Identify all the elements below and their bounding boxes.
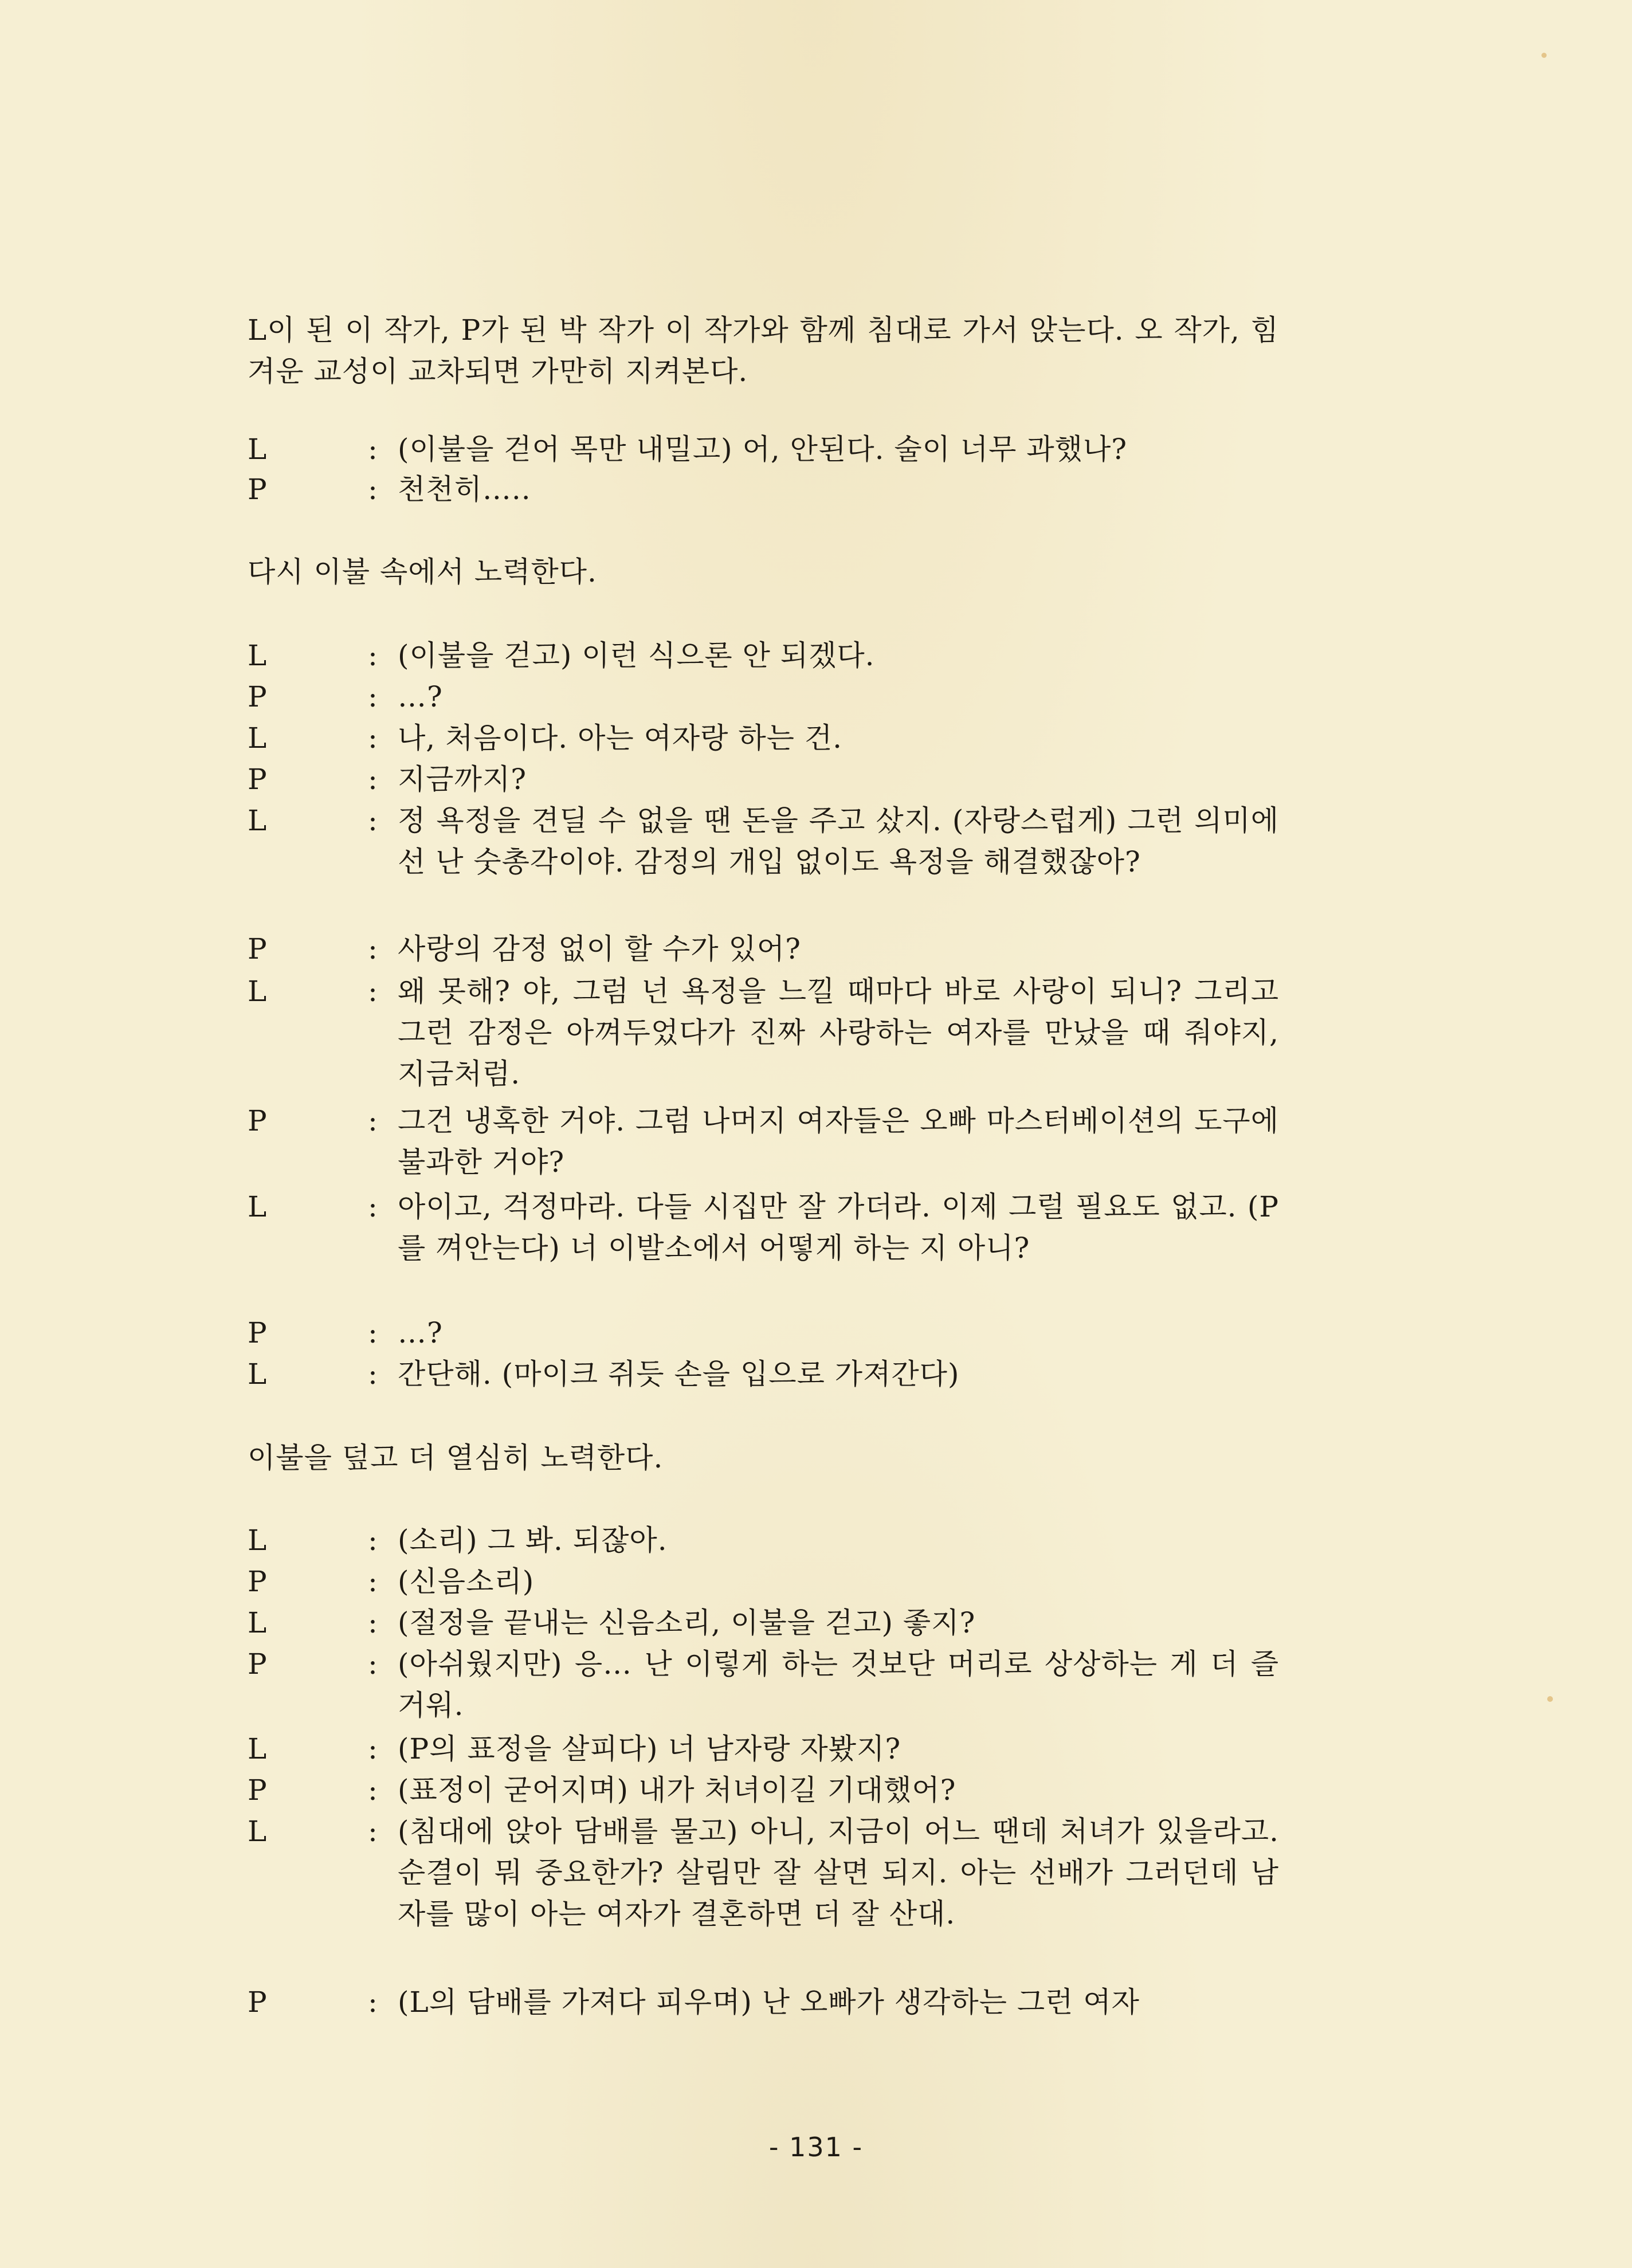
colon: : bbox=[368, 932, 378, 966]
speaker-label: L bbox=[248, 804, 268, 837]
speaker-label: P bbox=[248, 932, 268, 966]
speaker-label: L bbox=[248, 1815, 268, 1848]
colon: : bbox=[368, 1647, 378, 1681]
dialogue-text: (이불을 걷어 목만 내밀고) 어, 안된다. 술이 너무 과했나? bbox=[398, 433, 1128, 466]
dialogue-text: 천천히….. bbox=[398, 473, 531, 506]
dialogue-text: (표정이 굳어지며) 내가 처녀이길 기대했어? bbox=[398, 1773, 956, 1807]
dialogue-text: (P의 표정을 살피다) 너 남자랑 자봤지? bbox=[398, 1732, 901, 1765]
paper-speck bbox=[1547, 1696, 1553, 1702]
colon: : bbox=[368, 1524, 378, 1557]
colon: : bbox=[368, 721, 378, 755]
colon: : bbox=[368, 1104, 378, 1137]
dialogue-text: (신음소리) bbox=[398, 1565, 535, 1598]
colon: : bbox=[368, 1357, 378, 1391]
colon: : bbox=[368, 1815, 378, 1848]
dialogue-text: (절정을 끝내는 신음소리, 이불을 걷고) 좋지? bbox=[398, 1606, 976, 1639]
dialogue-text: …? bbox=[398, 680, 443, 713]
dialogue-text: 정 욕정을 견딜 수 없을 땐 돈을 주고 샀지. (자랑스럽게) 그런 의미에선 난 숫총각이야. 감정의 개입 없이도 욕정을 해결했잖아? bbox=[398, 804, 1279, 878]
speaker-label: P bbox=[248, 1316, 268, 1349]
colon: : bbox=[368, 1986, 378, 2019]
dialogue-text: 왜 못해? 야, 그럼 넌 욕정을 느낄 때마다 바로 사랑이 되니? 그리고 그런 감정은 아껴두었다가 진짜 사랑하는 여자를 만났을 때 줘야지, 지금처럼. bbox=[398, 975, 1279, 1090]
dialogue-text: 사랑의 감정 없이 할 수가 있어? bbox=[398, 932, 801, 966]
dialogue-text: (이불을 걷고) 이런 식으론 안 되겠다. bbox=[398, 639, 875, 672]
colon: : bbox=[368, 1773, 378, 1807]
speaker-label: L bbox=[248, 639, 268, 672]
stage-direction: L이 된 이 작가, P가 된 박 작가 이 작가와 함께 침대로 가서 앉는다. 오 작가, 힘겨운 교성이 교차되면 가만히 지켜본다. bbox=[248, 313, 1279, 388]
speaker-label: P bbox=[248, 1773, 268, 1807]
dialogue-text: 그건 냉혹한 거야. 그럼 나머지 여자들은 오빠 마스터베이션의 도구에 불과한 거야? bbox=[398, 1104, 1279, 1179]
colon: : bbox=[368, 804, 378, 837]
speaker-label: L bbox=[248, 721, 268, 755]
speaker-label: P bbox=[248, 473, 268, 506]
colon: : bbox=[368, 473, 378, 506]
speaker-label: P bbox=[248, 763, 268, 796]
dialogue-text: 나, 처음이다. 아는 여자랑 하는 건. bbox=[398, 721, 843, 755]
dialogue-text: (L의 담배를 가져다 피우며) 난 오빠가 생각하는 그런 여자 bbox=[398, 1986, 1140, 2019]
paper-speck bbox=[1541, 53, 1547, 58]
colon: : bbox=[368, 1190, 378, 1223]
colon: : bbox=[368, 1565, 378, 1598]
dialogue-text: 간단해. (마이크 쥐듯 손을 입으로 가져간다) bbox=[398, 1357, 960, 1391]
speaker-label: L bbox=[248, 1190, 268, 1223]
speaker-label: P bbox=[248, 1647, 268, 1681]
colon: : bbox=[368, 433, 378, 466]
speaker-label: P bbox=[248, 1104, 268, 1137]
dialogue-text: 아이고, 걱정마라. 다들 시집만 잘 가더라. 이제 그럴 필요도 없고. (P를 껴안는다) 너 이발소에서 어떻게 하는 지 아니? bbox=[398, 1190, 1279, 1265]
speaker-label: L bbox=[248, 1357, 268, 1391]
colon: : bbox=[368, 1316, 378, 1349]
stage-direction: 이불을 덮고 더 열심히 노력한다. bbox=[248, 1441, 664, 1474]
colon: : bbox=[368, 680, 378, 713]
dialogue-text: (아쉬웠지만) 응… 난 이렇게 하는 것보단 머리로 상상하는 게 더 즐거워. bbox=[398, 1647, 1279, 1722]
colon: : bbox=[368, 1732, 378, 1765]
speaker-label: P bbox=[248, 1986, 268, 2019]
colon: : bbox=[368, 975, 378, 1008]
dialogue-text: (침대에 앉아 담배를 물고) 아니, 지금이 어느 땐데 처녀가 있을라고. 순결이 뭐 중요한가? 살림만 잘 살면 되지. 아는 선배가 그러던데 남자를 많이 아는 여자가 결혼하면 더 잘 산대. bbox=[398, 1815, 1279, 1930]
colon: : bbox=[368, 1606, 378, 1639]
speaker-label: L bbox=[248, 1524, 268, 1557]
speaker-label: L bbox=[248, 1732, 268, 1765]
speaker-label: L bbox=[248, 1606, 268, 1639]
stage-direction: 다시 이불 속에서 노력한다. bbox=[248, 555, 597, 588]
dialogue-text: 지금까지? bbox=[398, 763, 527, 796]
speaker-label: L bbox=[248, 433, 268, 466]
speaker-label: L bbox=[248, 975, 268, 1008]
speaker-label: P bbox=[248, 1565, 268, 1598]
colon: : bbox=[368, 763, 378, 796]
speaker-label: P bbox=[248, 680, 268, 713]
colon: : bbox=[368, 639, 378, 672]
dialogue-text: (소리) 그 봐. 되잖아. bbox=[398, 1524, 668, 1557]
dialogue-text: …? bbox=[398, 1316, 443, 1349]
page-number: - 131 - bbox=[768, 2132, 864, 2163]
